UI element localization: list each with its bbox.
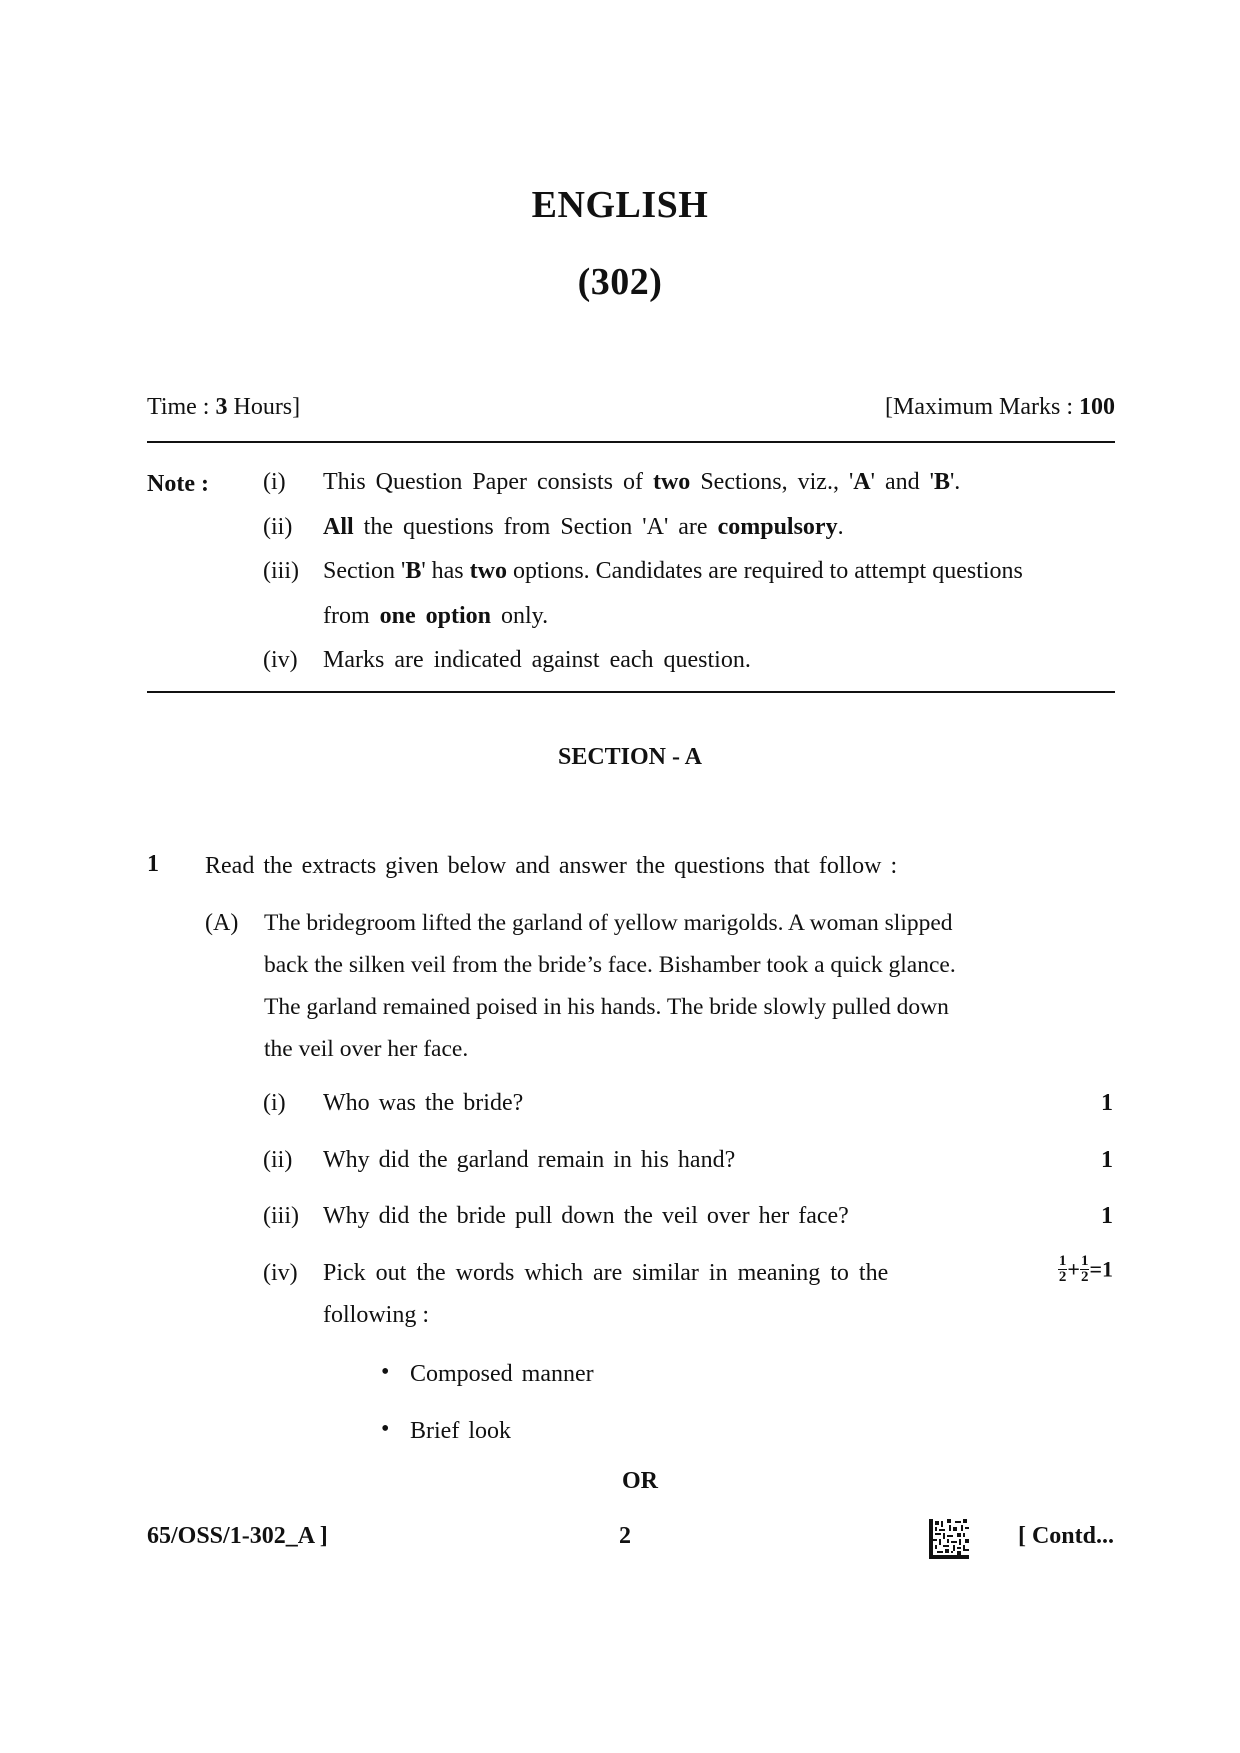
section-title: SECTION - A bbox=[557, 744, 703, 770]
question-number: 1 bbox=[147, 851, 159, 877]
qr-code-icon bbox=[929, 1519, 969, 1559]
marks: 1 bbox=[1101, 1090, 1113, 1116]
time-line: Time : 3 Hours] bbox=[147, 394, 301, 420]
marks: 1 bbox=[1101, 1147, 1113, 1173]
subject-title: ENGLISH bbox=[531, 184, 709, 226]
fraction-marks: $\frac{1}{2}$ + $\frac{1}{2}$ =1 bbox=[1058, 1253, 1113, 1285]
note-label: Note : bbox=[147, 471, 209, 497]
or-separator: OR bbox=[622, 1468, 658, 1494]
extract-passage: The bridegroom lifted the garland of yellow marigolds. A woman slipped back the silken veil from the bride’s face. Bishamber took a quick glance. The garland remained poised in his hands. The bride slowly pulled down the veil over her face. bbox=[264, 910, 956, 1062]
extract-label: (A) bbox=[205, 910, 239, 936]
marks: 1 bbox=[1101, 1203, 1113, 1229]
paper-code: 65/OSS/1-302_A ] bbox=[147, 1523, 328, 1549]
subject-code: (302) bbox=[577, 261, 663, 303]
question-prompt: Read the extracts given below and answer the questions that follow : bbox=[205, 853, 898, 879]
top-rule bbox=[147, 441, 1115, 443]
bottom-rule bbox=[147, 691, 1115, 693]
max-marks-line: [Maximum Marks : 100 bbox=[885, 394, 1115, 420]
page-number: 2 bbox=[619, 1523, 631, 1549]
continued-label: [ Contd... bbox=[1017, 1523, 1114, 1549]
